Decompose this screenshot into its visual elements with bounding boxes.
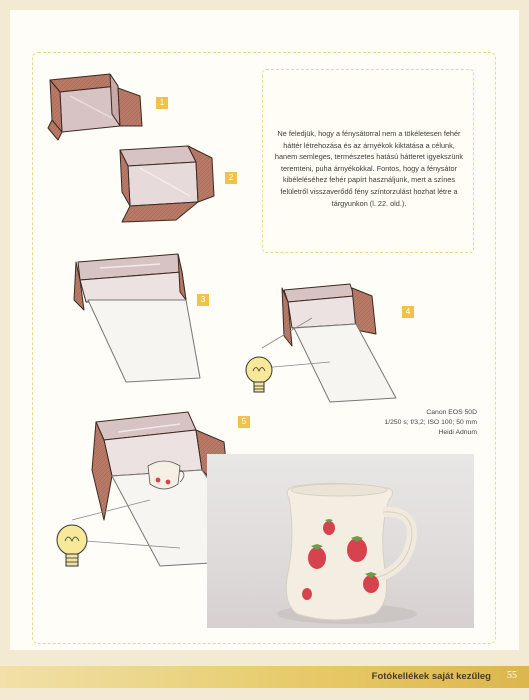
step-number: 2 (225, 172, 237, 184)
step-number: 3 (197, 294, 209, 306)
jug-photo (207, 454, 474, 628)
lightbulb-icon (246, 357, 272, 392)
jug-photo-drawing (207, 454, 474, 628)
footer-title: Fotókellékek saját kezűleg (371, 671, 491, 682)
caption-settings: 1/250 s; f/3,2; ISO 100; 50 mm (384, 419, 477, 426)
box-step-3 (74, 254, 200, 382)
page-number: 55 (507, 670, 517, 681)
lightbulb-icon (57, 525, 87, 566)
step-number: 1 (156, 97, 168, 109)
step-number: 5 (238, 416, 250, 428)
caption-camera: Canon EOS 50D (426, 409, 477, 416)
footer-bar (0, 666, 529, 688)
box-step-2 (120, 146, 214, 222)
box-step-1 (48, 74, 142, 140)
step-number: 4 (402, 306, 414, 318)
body-text: Ne feledjük, hogy a fénysátorral nem a tökéletesen fehér háttér létrehozása és az árnyékok kiktatása a célunk, hanem semleges, természetes hatású hátteret igyekszünk teremteni, puha árnyékokkal. Fontos, hogy a fénysátor kibéleléséhez fehér papírt használjunk, mert a színes felületről visszaverődő fény színtorzulást hozhat létre a tárgyunkon (l. 22. old.). (274, 129, 464, 208)
caption-author: Heidi Adnum (438, 429, 477, 436)
box-step-4 (262, 284, 396, 402)
photo-caption (384, 408, 477, 438)
